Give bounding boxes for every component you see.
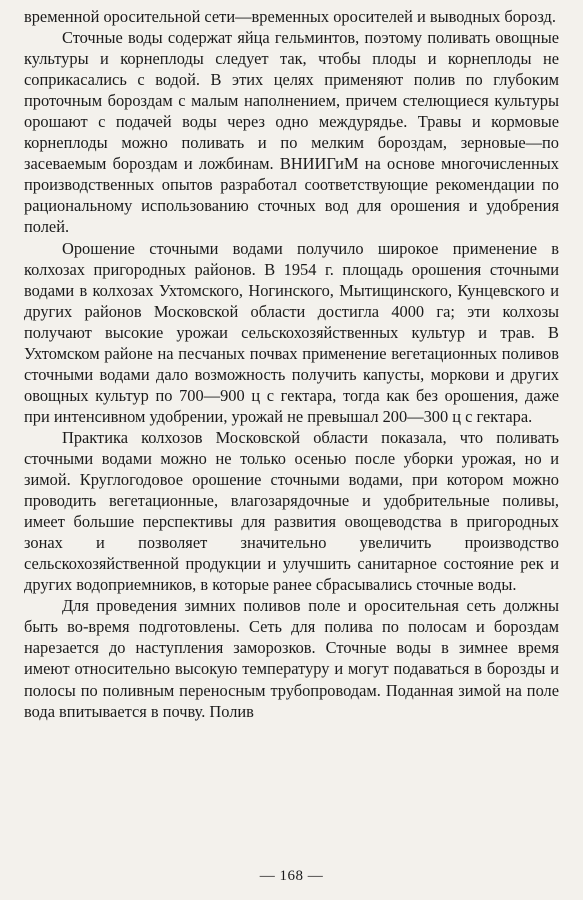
body-text [24,6,559,722]
paragraph-collective-farms: Орошение сточными водами получило широкое применение в колхозах пригородных районов. В 1954 г. площадь орошения сточными водами в колхозах Ухтомского, Ногинского, Мытищинского, Кунцевского и других районов Московской области достигла 4000 га; эти колхозы получают высокие урожаи сельскохозяйственных культур и трав. В Ухтомском районе на песчаных почвах применение вегетационных поливов сточными водами дало возможность получить капусты, моркови и других овощных культур по 700—900 ц с гектара, тогда как без орошения, даже при интенсивном удобрении, урожай не превышал 200—300 ц с гектара. [24,238,559,426]
paragraph-helminth-irrigation: Сточные воды содержат яйца гельминтов, поэтому поливать овощные культуры и корнеплоды следует так, чтобы плоды и корнеплоды не соприкасались с водой. В этих целях применяют полив по глубоким проточным бороздам с малым наполнением, причем стелющиеся культуры орошают с подачей воды через одно междурядье. Травы и кормовые корнеплоды можно поливать и по мелким бороздам, зерновые—по засеваемым бороздам и ложбинам. ВНИИГиМ на основе многочисленных производственных опытов разработал соответствующие рекомендации по рациональному использованию сточных вод для орошения и удобрения полей. [24,28,559,237]
paragraph-winter-preparation: Для проведения зимних поливов поле и оросительная сеть должны быть во-время подготовлены. Сеть для полива по полосам и бороздам нарезается до наступления заморозков. Сточные воды в зимнее время имеют относительно высокую температуру и могут подаваться в борозды и полосы по поливным переносным трубопроводам. Поданная зимой на поле вода впитывается в почву. Полив [24,596,559,721]
paragraph-winter-irrigation: Практика колхозов Московской области показала, что поливать сточными водами можно не только осенью после уборки урожая, но и зимой. Круглогодовое орошение сточными водами, при котором можно проводить вегетационные, влагозарядочные и удобрительные поливы, имеет большие перспективы для развития овощеводства в пригородных зонах и позволяет значительно увеличить производство сельскохозяйственной продукции и улучшить санитарное состояние рек и других водоприемников, в которые ранее сбрасывались сточные воды. [24,427,559,595]
page-number: — 168 — [259,868,324,884]
paragraph-continuation: временной оросительной сети—временных оросителей и выводных борозд. [24,7,556,26]
